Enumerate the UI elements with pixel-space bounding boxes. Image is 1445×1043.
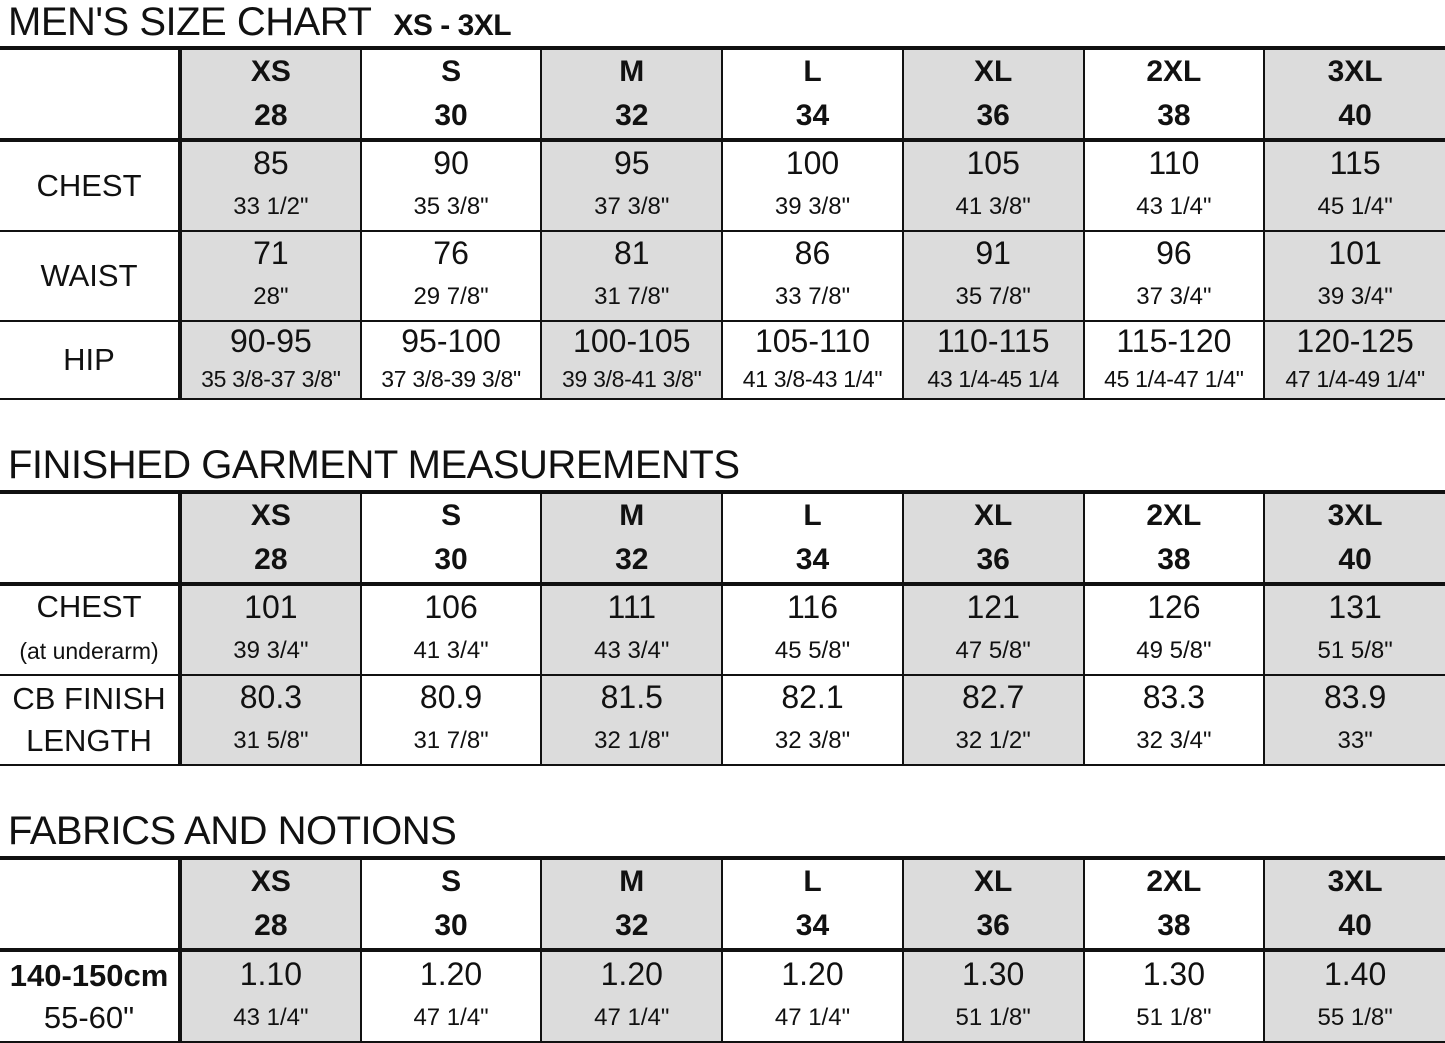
imperial-value: 35 3/8": [413, 193, 489, 220]
value-cell: [180, 584, 361, 675]
imperial-value: 37 3/4": [1136, 283, 1212, 310]
size-number: 40: [1338, 543, 1372, 576]
metric-value: 80.9: [419, 679, 483, 715]
size-number: 38: [1157, 99, 1191, 132]
row-label: CHEST: [36, 168, 142, 203]
imperial-value: 43 3/4": [594, 637, 670, 664]
value-cell: [1084, 675, 1265, 765]
imperial-value: 47 5/8": [955, 637, 1031, 664]
value-cell: [180, 321, 361, 399]
metric-value: 81: [613, 235, 650, 271]
fabrics-row-yardage: [0, 950, 1445, 1042]
imperial-value: 41 3/4": [413, 637, 489, 664]
metric-value: 90: [433, 145, 469, 181]
metric-value: 1.30: [962, 955, 1025, 992]
imperial-value: 39 3/4": [1317, 283, 1393, 310]
value-cell: [903, 675, 1084, 765]
garment-row-cb-length: [0, 675, 1445, 765]
value-cell: [361, 675, 542, 765]
size-header-cell: [903, 48, 1084, 140]
garment-title: FINISHED GARMENT MEASUREMENTS: [8, 443, 740, 487]
garment-header-row: [0, 492, 1445, 584]
metric-value: 126: [1147, 589, 1201, 625]
metric-value: 110: [1148, 145, 1200, 181]
size-header-cell: [1264, 858, 1445, 950]
header-corner-cell: [0, 858, 180, 950]
metric-value: 111: [607, 589, 657, 625]
size-chart-title-text: MEN'S SIZE CHART: [8, 0, 372, 44]
metric-value: 116: [786, 589, 838, 625]
metric-value: 1.20: [600, 955, 663, 992]
size-number: 38: [1157, 543, 1191, 576]
garment-row-chest: [0, 584, 1445, 675]
size-chart-row-hip: [0, 321, 1445, 399]
size-number: 34: [795, 543, 830, 576]
size-number: 36: [976, 99, 1010, 132]
imperial-value: 55 1/8": [1317, 1003, 1393, 1031]
size-header-cell: [1264, 48, 1445, 140]
size-label: 2XL: [1146, 499, 1202, 532]
imperial-value: 47 1/4": [413, 1003, 489, 1031]
metric-value: 120-125: [1296, 323, 1414, 359]
imperial-value: 35 7/8": [955, 283, 1031, 310]
size-number: 28: [254, 99, 288, 132]
value-cell: [722, 584, 903, 675]
size-label: XL: [974, 865, 1013, 898]
imperial-value: 31 5/8": [233, 727, 309, 754]
size-label: XS: [250, 865, 291, 898]
size-label: 3XL: [1327, 865, 1383, 898]
metric-value: 96: [1156, 235, 1192, 271]
value-cell: [541, 321, 722, 399]
row-label-secondary: 55-60": [43, 999, 135, 1035]
size-header-cell: [541, 48, 722, 140]
value-cell: [722, 675, 903, 765]
value-cell: [1264, 321, 1445, 399]
value-cell: [1084, 950, 1265, 1042]
value-cell: [1264, 140, 1445, 231]
size-label: XS: [250, 499, 291, 532]
imperial-value: 41 3/8": [955, 193, 1031, 220]
imperial-value: 51 5/8": [1317, 637, 1393, 664]
metric-value: 90-95: [229, 323, 312, 359]
metric-value: 106: [424, 589, 478, 625]
imperial-value: 32 1/2": [955, 727, 1031, 754]
row-label-secondary: (at underarm): [19, 638, 159, 664]
size-label: L: [803, 499, 822, 532]
value-cell: [541, 140, 722, 231]
size-label: S: [441, 499, 462, 532]
imperial-value: 43 1/4-45 1/4: [927, 366, 1059, 392]
value-cell: [903, 140, 1084, 231]
value-cell: [903, 231, 1084, 321]
size-number: 28: [254, 909, 288, 942]
row-label: CHEST: [36, 589, 142, 624]
metric-value: 80.3: [239, 679, 302, 715]
size-header-cell: [903, 858, 1084, 950]
imperial-value: 49 5/8": [1136, 637, 1212, 664]
size-header-cell: [180, 858, 361, 950]
size-chart-header-row: [0, 48, 1445, 140]
row-label-cell: [0, 140, 180, 231]
size-header-cell: [1084, 492, 1265, 584]
imperial-value: 32 3/8": [774, 727, 851, 754]
size-number: 30: [434, 909, 468, 942]
imperial-value: 51 1/8": [1136, 1003, 1212, 1031]
metric-value: 100-105: [573, 323, 691, 359]
value-cell: [1264, 675, 1445, 765]
value-cell: [541, 950, 722, 1042]
size-chart-row-chest: [0, 140, 1445, 231]
metric-value: 105-110: [754, 323, 870, 359]
metric-value: 1.20: [419, 955, 483, 992]
size-number: 36: [976, 543, 1010, 576]
value-cell: [903, 321, 1084, 399]
fabrics-title: FABRICS AND NOTIONS: [8, 809, 457, 853]
size-number: 32: [615, 99, 649, 132]
size-number: 30: [434, 99, 468, 132]
metric-value: 1.20: [781, 955, 844, 992]
size-header-cell: [541, 492, 722, 584]
row-label-cell: [0, 675, 180, 765]
metric-value: 85: [253, 145, 289, 181]
size-label: M: [619, 55, 645, 88]
size-header-cell: [361, 858, 542, 950]
metric-value: 105: [966, 145, 1020, 181]
imperial-value: 47 1/4": [594, 1003, 670, 1031]
imperial-value: 33": [1337, 727, 1373, 754]
size-header-cell: [361, 48, 542, 140]
imperial-value: 41 3/8-43 1/4": [742, 366, 883, 392]
imperial-value: 35 3/8-37 3/8": [201, 366, 341, 392]
metric-value: 83.9: [1323, 679, 1387, 715]
imperial-value: 47 1/4": [774, 1003, 851, 1031]
imperial-value: 45 1/4-47 1/4": [1104, 366, 1244, 392]
imperial-value: 47 1/4-49 1/4": [1285, 366, 1425, 392]
value-cell: [722, 140, 903, 231]
value-cell: [541, 584, 722, 675]
imperial-value: 33 7/8": [774, 283, 851, 310]
row-label-cell: [0, 950, 180, 1042]
metric-value: 115-120: [1116, 323, 1232, 359]
metric-value: 71: [253, 235, 289, 271]
size-header-cell: [1264, 492, 1445, 584]
size-chart-title: [8, 2, 511, 42]
value-cell: [1084, 140, 1265, 231]
value-cell: [722, 231, 903, 321]
row-label-cell: [0, 231, 180, 321]
imperial-value: 39 3/4": [233, 637, 309, 664]
size-label: M: [619, 499, 645, 532]
size-header-cell: [1084, 858, 1265, 950]
imperial-value: 31 7/8": [594, 283, 670, 310]
metric-value: 1.30: [1142, 955, 1206, 992]
imperial-value: 37 3/8": [594, 193, 670, 220]
size-label: 2XL: [1146, 55, 1202, 88]
size-number: 34: [795, 99, 830, 132]
metric-value: 110-115: [936, 323, 1050, 359]
value-cell: [1084, 321, 1265, 399]
imperial-value: 43 1/4": [1136, 193, 1212, 220]
value-cell: [1264, 231, 1445, 321]
size-header-cell: [541, 858, 722, 950]
metric-value: 95: [613, 145, 650, 181]
metric-value: 1.10: [239, 955, 302, 992]
size-number: 32: [615, 909, 649, 942]
value-cell: [722, 321, 903, 399]
fabrics-table: [0, 856, 1445, 1043]
size-label: XS: [250, 55, 291, 88]
imperial-value: 31 7/8": [413, 727, 489, 754]
size-chart-table: [0, 46, 1445, 400]
imperial-value: 32 3/4": [1136, 727, 1212, 754]
size-label: S: [441, 865, 462, 898]
imperial-value: 39 3/8-41 3/8": [562, 366, 702, 392]
size-label: 3XL: [1327, 499, 1383, 532]
size-header-cell: [722, 48, 903, 140]
size-label: 3XL: [1327, 55, 1383, 88]
value-cell: [1084, 584, 1265, 675]
size-label: L: [803, 865, 822, 898]
size-chart-subtitle: XS - 3XL: [393, 9, 512, 42]
imperial-value: 29 7/8": [413, 283, 489, 310]
value-cell: [1084, 231, 1265, 321]
imperial-value: 45 1/4": [1317, 193, 1393, 220]
value-cell: [1264, 950, 1445, 1042]
row-label-secondary: LENGTH: [26, 723, 152, 758]
fabrics-header-row: [0, 858, 1445, 950]
value-cell: [361, 231, 542, 321]
value-cell: [361, 321, 542, 399]
value-cell: [361, 140, 542, 231]
imperial-value: 45 5/8": [774, 637, 851, 664]
size-label: S: [441, 55, 462, 88]
size-header-cell: [180, 48, 361, 140]
value-cell: [361, 584, 542, 675]
metric-value: 91: [975, 235, 1011, 271]
value-cell: [1264, 584, 1445, 675]
imperial-value: 33 1/2": [233, 193, 309, 220]
metric-value: 81.5: [600, 679, 663, 715]
size-number: 36: [976, 909, 1010, 942]
row-label: WAIST: [40, 258, 138, 293]
value-cell: [180, 950, 361, 1042]
header-corner-cell: [0, 492, 180, 584]
row-label-cell: [0, 584, 180, 675]
size-number: 38: [1157, 909, 1191, 942]
size-header-cell: [1084, 48, 1265, 140]
row-label: HIP: [63, 342, 115, 377]
size-label: 2XL: [1146, 865, 1202, 898]
metric-value: 95-100: [401, 323, 501, 359]
metric-value: 82.7: [962, 679, 1025, 715]
metric-value: 121: [966, 589, 1020, 625]
value-cell: [903, 950, 1084, 1042]
row-label: CB FINISH: [12, 681, 166, 716]
metric-value: 83.3: [1142, 679, 1206, 715]
imperial-value: 32 1/8": [594, 727, 670, 754]
size-label: M: [619, 865, 645, 898]
size-number: 32: [615, 543, 649, 576]
value-cell: [180, 140, 361, 231]
value-cell: [180, 231, 361, 321]
metric-value: 82.1: [781, 679, 844, 715]
garment-table: [0, 490, 1445, 766]
imperial-value: 37 3/8-39 3/8": [381, 366, 521, 392]
size-number: 28: [254, 543, 288, 576]
size-label: XL: [974, 499, 1013, 532]
row-label: 140-150cm: [9, 957, 169, 993]
size-label: XL: [974, 55, 1013, 88]
size-number: 40: [1338, 99, 1372, 132]
value-cell: [722, 950, 903, 1042]
size-chart-row-waist: [0, 231, 1445, 321]
imperial-value: 43 1/4": [233, 1003, 309, 1031]
size-header-cell: [722, 858, 903, 950]
size-header-cell: [903, 492, 1084, 584]
value-cell: [180, 675, 361, 765]
imperial-value: 28": [253, 283, 289, 310]
metric-value: 101: [244, 589, 298, 625]
value-cell: [361, 950, 542, 1042]
value-cell: [541, 231, 722, 321]
size-header-cell: [180, 492, 361, 584]
metric-value: 100: [785, 145, 840, 181]
imperial-value: 39 3/8": [774, 193, 851, 220]
size-header-cell: [722, 492, 903, 584]
metric-value: 86: [794, 235, 831, 271]
size-number: 40: [1338, 909, 1372, 942]
size-number: 34: [795, 909, 830, 942]
metric-value: 115: [1329, 145, 1381, 181]
size-header-cell: [361, 492, 542, 584]
metric-value: 1.40: [1323, 955, 1387, 992]
row-label-cell: [0, 321, 180, 399]
size-number: 30: [434, 543, 468, 576]
imperial-value: 51 1/8": [955, 1003, 1031, 1031]
metric-value: 131: [1328, 589, 1382, 625]
header-corner-cell: [0, 48, 180, 140]
size-label: L: [803, 55, 822, 88]
value-cell: [541, 675, 722, 765]
metric-value: 101: [1328, 235, 1382, 271]
metric-value: 76: [433, 235, 469, 271]
value-cell: [903, 584, 1084, 675]
